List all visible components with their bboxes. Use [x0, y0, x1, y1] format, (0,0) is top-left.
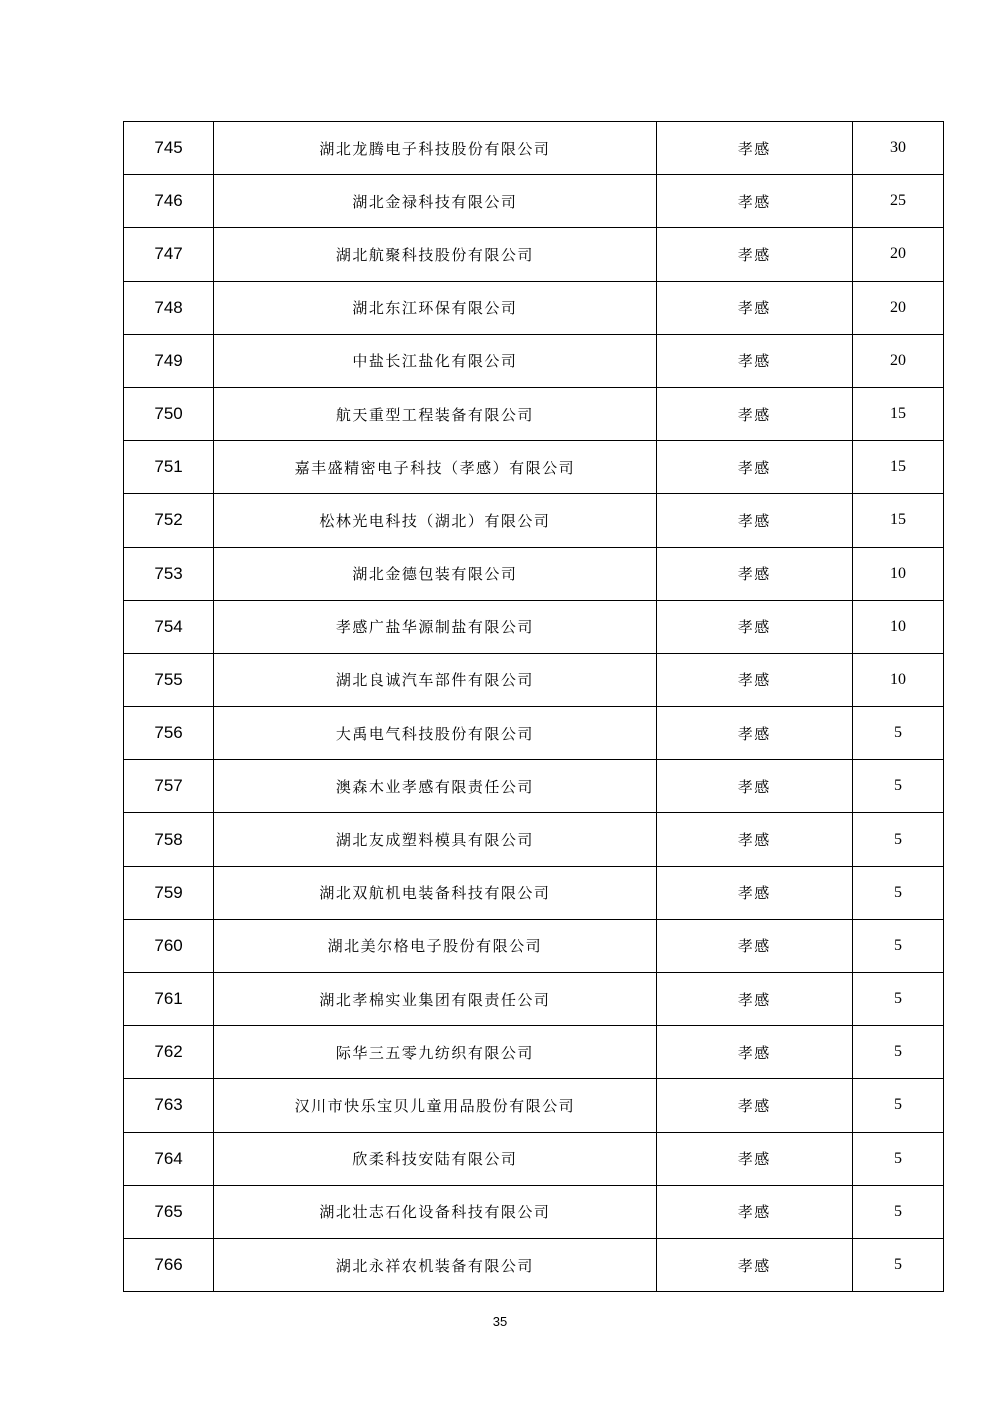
- table-row: [124, 547, 944, 600]
- row-number-cell: 763: [124, 1079, 214, 1132]
- page-number: 35: [492, 1314, 508, 1329]
- region-cell: 孝感: [656, 334, 852, 387]
- amount-cell: 15: [852, 387, 943, 440]
- row-number-cell: 754: [124, 600, 214, 653]
- table-row: [124, 494, 944, 547]
- row-number-cell: 765: [124, 1185, 214, 1238]
- region-cell: 孝感: [656, 813, 852, 866]
- company-name-cell: 湖北双航机电装备科技有限公司: [214, 866, 657, 919]
- amount-cell: 30: [852, 122, 943, 175]
- row-number-cell: 746: [124, 175, 214, 228]
- region-cell: 孝感: [656, 707, 852, 760]
- table-row: [124, 1026, 944, 1079]
- amount-cell: 5: [852, 1079, 943, 1132]
- amount-cell: 20: [852, 334, 943, 387]
- row-number-cell: 757: [124, 760, 214, 813]
- region-cell: 孝感: [656, 1079, 852, 1132]
- table-row: [124, 866, 944, 919]
- company-name-cell: 际华三五零九纺织有限公司: [214, 1026, 657, 1079]
- amount-cell: 20: [852, 281, 943, 334]
- region-cell: 孝感: [656, 973, 852, 1026]
- table-row: [124, 1079, 944, 1132]
- amount-cell: 5: [852, 760, 943, 813]
- company-name-cell: 湖北美尔格电子股份有限公司: [214, 919, 657, 972]
- row-number-cell: 751: [124, 441, 214, 494]
- amount-cell: 5: [852, 866, 943, 919]
- row-number-cell: 745: [124, 122, 214, 175]
- region-cell: 孝感: [656, 441, 852, 494]
- row-number-cell: 752: [124, 494, 214, 547]
- row-number-cell: 762: [124, 1026, 214, 1079]
- row-number-cell: 750: [124, 387, 214, 440]
- region-cell: 孝感: [656, 175, 852, 228]
- table-row: [124, 813, 944, 866]
- region-cell: 孝感: [656, 653, 852, 706]
- region-cell: 孝感: [656, 1185, 852, 1238]
- row-number-cell: 748: [124, 281, 214, 334]
- company-name-cell: 嘉丰盛精密电子科技（孝感）有限公司: [214, 441, 657, 494]
- table-row: [124, 334, 944, 387]
- amount-cell: 10: [852, 600, 943, 653]
- row-number-cell: 755: [124, 653, 214, 706]
- table-row: [124, 387, 944, 440]
- region-cell: 孝感: [656, 494, 852, 547]
- amount-cell: 25: [852, 175, 943, 228]
- table-row: [124, 281, 944, 334]
- row-number-cell: 753: [124, 547, 214, 600]
- amount-cell: 5: [852, 1238, 943, 1291]
- amount-cell: 15: [852, 494, 943, 547]
- company-name-cell: 航天重型工程装备有限公司: [214, 387, 657, 440]
- region-cell: 孝感: [656, 228, 852, 281]
- row-number-cell: 756: [124, 707, 214, 760]
- table-body: [124, 122, 944, 1292]
- table-row: [124, 973, 944, 1026]
- region-cell: 孝感: [656, 919, 852, 972]
- table-row: [124, 1185, 944, 1238]
- amount-cell: 5: [852, 707, 943, 760]
- company-name-cell: 大禹电气科技股份有限公司: [214, 707, 657, 760]
- region-cell: 孝感: [656, 760, 852, 813]
- row-number-cell: 758: [124, 813, 214, 866]
- table-row: [124, 760, 944, 813]
- amount-cell: 10: [852, 547, 943, 600]
- region-cell: 孝感: [656, 547, 852, 600]
- row-number-cell: 764: [124, 1132, 214, 1185]
- company-name-cell: 湖北东江环保有限公司: [214, 281, 657, 334]
- row-number-cell: 760: [124, 919, 214, 972]
- company-name-cell: 松林光电科技（湖北）有限公司: [214, 494, 657, 547]
- company-name-cell: 澳森木业孝感有限责任公司: [214, 760, 657, 813]
- table-row: [124, 1238, 944, 1291]
- amount-cell: 5: [852, 813, 943, 866]
- company-name-cell: 湖北永祥农机装备有限公司: [214, 1238, 657, 1291]
- row-number-cell: 749: [124, 334, 214, 387]
- company-name-cell: 湖北金禄科技有限公司: [214, 175, 657, 228]
- table-row: [124, 1132, 944, 1185]
- region-cell: 孝感: [656, 122, 852, 175]
- row-number-cell: 766: [124, 1238, 214, 1291]
- company-name-cell: 湖北龙腾电子科技股份有限公司: [214, 122, 657, 175]
- company-name-cell: 汉川市快乐宝贝儿童用品股份有限公司: [214, 1079, 657, 1132]
- company-name-cell: 孝感广盐华源制盐有限公司: [214, 600, 657, 653]
- table-row: [124, 122, 944, 175]
- table-row: [124, 441, 944, 494]
- region-cell: 孝感: [656, 1132, 852, 1185]
- region-cell: 孝感: [656, 1238, 852, 1291]
- region-cell: 孝感: [656, 281, 852, 334]
- company-name-cell: 湖北友成塑料模具有限公司: [214, 813, 657, 866]
- table-row: [124, 228, 944, 281]
- amount-cell: 15: [852, 441, 943, 494]
- region-cell: 孝感: [656, 387, 852, 440]
- row-number-cell: 747: [124, 228, 214, 281]
- company-name-cell: 湖北壮志石化设备科技有限公司: [214, 1185, 657, 1238]
- company-name-cell: 中盐长江盐化有限公司: [214, 334, 657, 387]
- company-name-cell: 湖北金德包装有限公司: [214, 547, 657, 600]
- table-row: [124, 919, 944, 972]
- company-name-cell: 欣柔科技安陆有限公司: [214, 1132, 657, 1185]
- amount-cell: 5: [852, 973, 943, 1026]
- amount-cell: 20: [852, 228, 943, 281]
- table-row: [124, 707, 944, 760]
- amount-cell: 5: [852, 919, 943, 972]
- table-row: [124, 653, 944, 706]
- table-row: [124, 175, 944, 228]
- amount-cell: 5: [852, 1026, 943, 1079]
- row-number-cell: 761: [124, 973, 214, 1026]
- region-cell: 孝感: [656, 600, 852, 653]
- amount-cell: 10: [852, 653, 943, 706]
- amount-cell: 5: [852, 1185, 943, 1238]
- table-row: [124, 600, 944, 653]
- region-cell: 孝感: [656, 1026, 852, 1079]
- amount-cell: 5: [852, 1132, 943, 1185]
- region-cell: 孝感: [656, 866, 852, 919]
- company-name-cell: 湖北良诚汽车部件有限公司: [214, 653, 657, 706]
- row-number-cell: 759: [124, 866, 214, 919]
- company-name-cell: 湖北航聚科技股份有限公司: [214, 228, 657, 281]
- company-name-cell: 湖北孝棉实业集团有限责任公司: [214, 973, 657, 1026]
- company-list-table: [123, 121, 944, 1292]
